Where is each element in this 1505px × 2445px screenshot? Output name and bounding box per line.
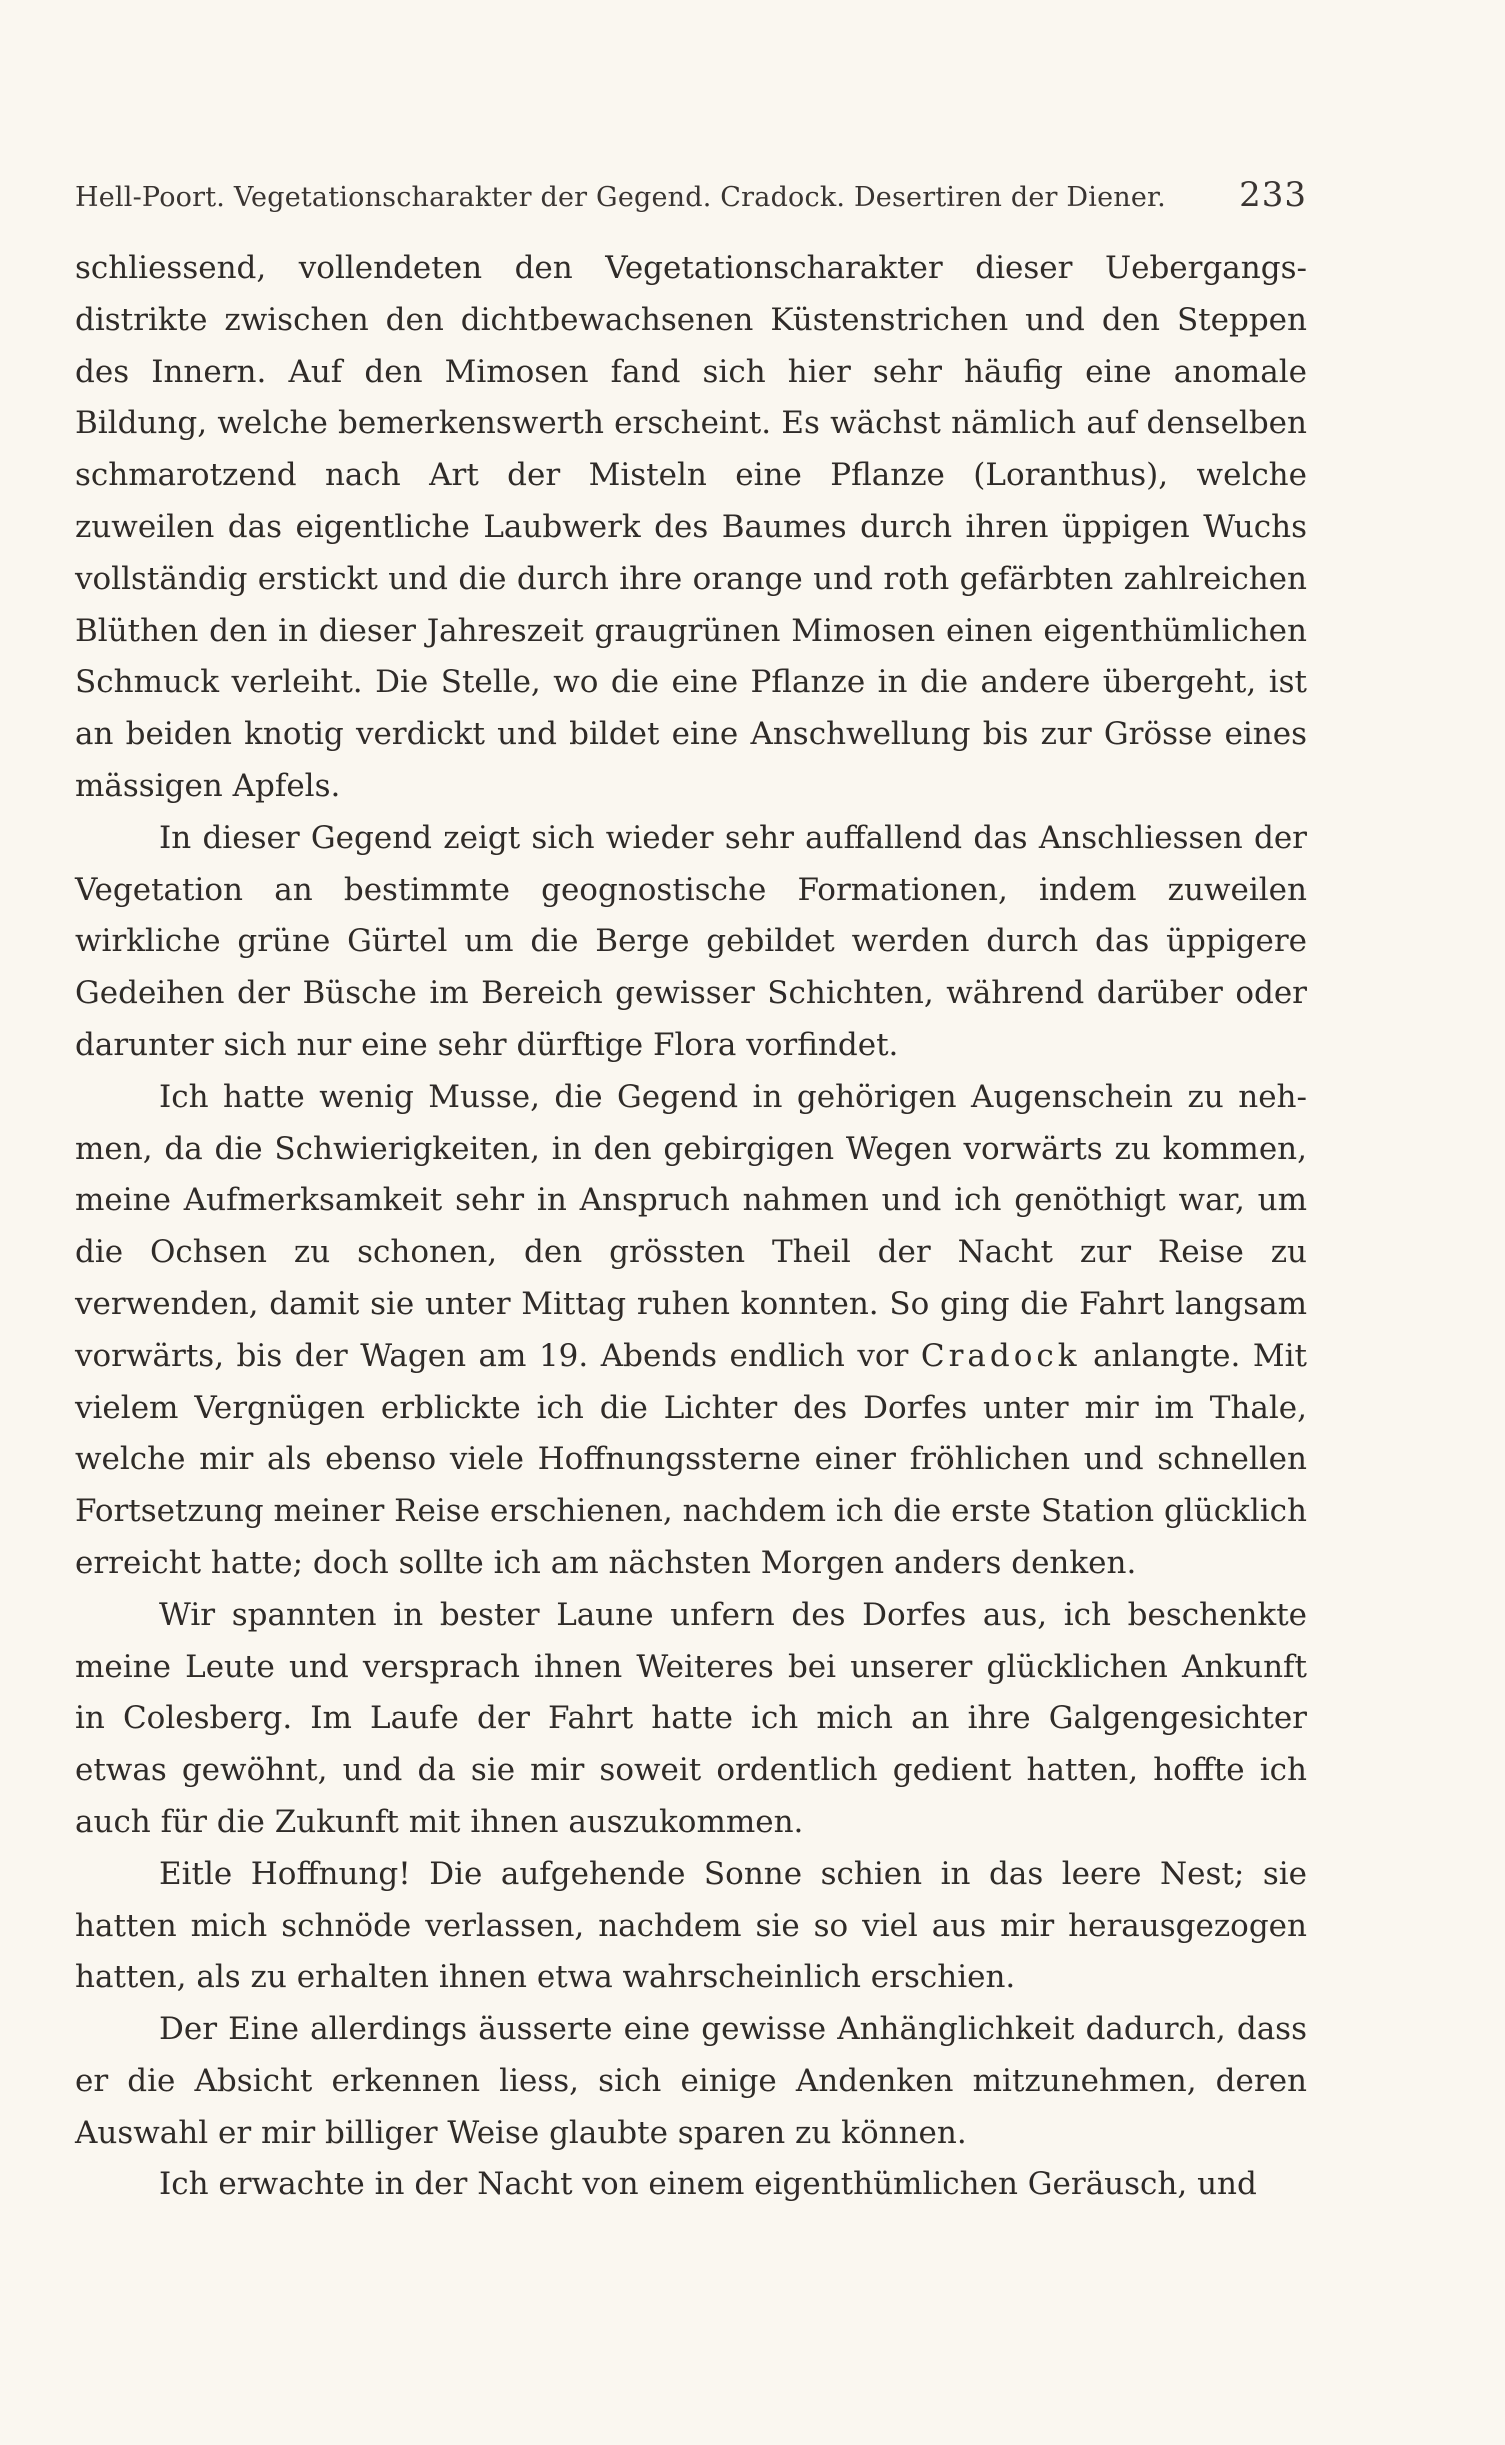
paragraph-3 — [75, 1072, 1307, 1590]
paragraph-3-end: anlangte. Mit vielem Vergnügen erblickte ich die Lichter des Dorfes unter mir im Thale, welche mir als ebenso viele Hoffnungssterne einer fröhlichen und schnellen Fortsetzung meiner Reise erschienen, nachdem ich die erste Station glücklich erreicht hatte; doch sollte ich am nächsten Morgen anders denken. — [75, 1337, 1307, 1581]
paragraph-6: Der Eine allerdings äusserte eine gewisse Anhänglichkeit dadurch, dass er die Absicht erkennen liess, sich einige Andenken mitzunehmen, deren Auswahl er mir billiger Weise glaubte sparen zu können. — [75, 2011, 1307, 2151]
page-number: 233 — [1239, 175, 1307, 215]
paragraph-5: Eitle Hoffnung! Die aufgehende Sonne schien in das leere Nest; sie hatten mich schnöde verlassen, nachdem sie so viel aus mir herausgezogen hatten, als zu erhalten ihnen etwa wahrscheinlich erschien. — [75, 1855, 1307, 1996]
body-text — [75, 243, 1307, 2211]
running-title: Hell-Poort. Vegetationscharakter der Gegend. Cradock. Desertiren der Diener. — [75, 182, 1166, 213]
place-name-cradock: Cradock — [920, 1337, 1081, 1374]
paragraph-3-start: Ich hatte wenig Musse, die Gegend in gehörigen Augenschein zu nehmen, da die Schwierigkeiten, in den gebirgigen Wegen vorwärts zu kommen, meine Aufmerksamkeit sehr in Anspruch nahmen und ich genöthigt war, um die Ochsen zu schonen, den grössten Theil der Nacht zur Reise zu verwenden, damit sie unter Mittag ruhen konnten. So ging die Fahrt langsam vorwärts, bis der Wagen am 19. Abends endlich vor — [75, 1078, 1307, 1374]
paragraph-2: In dieser Gegend zeigt sich wieder sehr auffallend das Anschliessen der Vegetation an bestimmte geognostische Formationen, indem zuweilen wirkliche grüne Gürtel um die Berge gebildet werden durch das üppigere Gedeihen der Büsche im Bereich gewisser Schichten, während darüber oder darunter sich nur eine sehr dürftige Flora vorfindet. — [75, 819, 1307, 1063]
paragraph-7: Ich erwachte in der Nacht von einem eigenthümlichen Geräusch, und — [159, 2166, 1257, 2203]
book-page — [75, 175, 1307, 2211]
paragraph-1: schliessend, vollendeten den Vegetationscharakter dieser Uebergangsdistrikte zwischen den dichtbewachsenen Küstenstrichen und den Steppen des Innern. Auf den Mimosen fand sich hier sehr häufig eine anomale Bildung, welche bemerkenswerth erscheint. Es wächst nämlich auf denselben schmarotzend nach Art der Misteln eine Pflanze (Loranthus), welche zuweilen das eigentliche Laubwerk des Baumes durch ihren üppigen Wuchs vollständig erstickt und die durch ihre orange und roth gefärbten zahlreichen Blüthen den in dieser Jahreszeit graugrünen Mimosen einen eigenthümlichen Schmuck verleiht. Die Stelle, wo die eine Pflanze in die andere übergeht, ist an beiden knotig verdickt und bildet eine Anschwellung bis zur Grösse eines mässigen Apfels. — [75, 250, 1307, 804]
paragraph-4: Wir spannten in bester Laune unfern des Dorfes aus, ich beschenkte meine Leute und versprach ihnen Weiteres bei unserer glücklichen Ankunft in Colesberg. Im Laufe der Fahrt hatte ich mich an ihre Galgengesichter etwas gewöhnt, und da sie mir soweit ordentlich gedient hatten, hoffte ich auch für die Zukunft mit ihnen auszukommen. — [75, 1596, 1307, 1840]
running-head — [75, 175, 1307, 215]
